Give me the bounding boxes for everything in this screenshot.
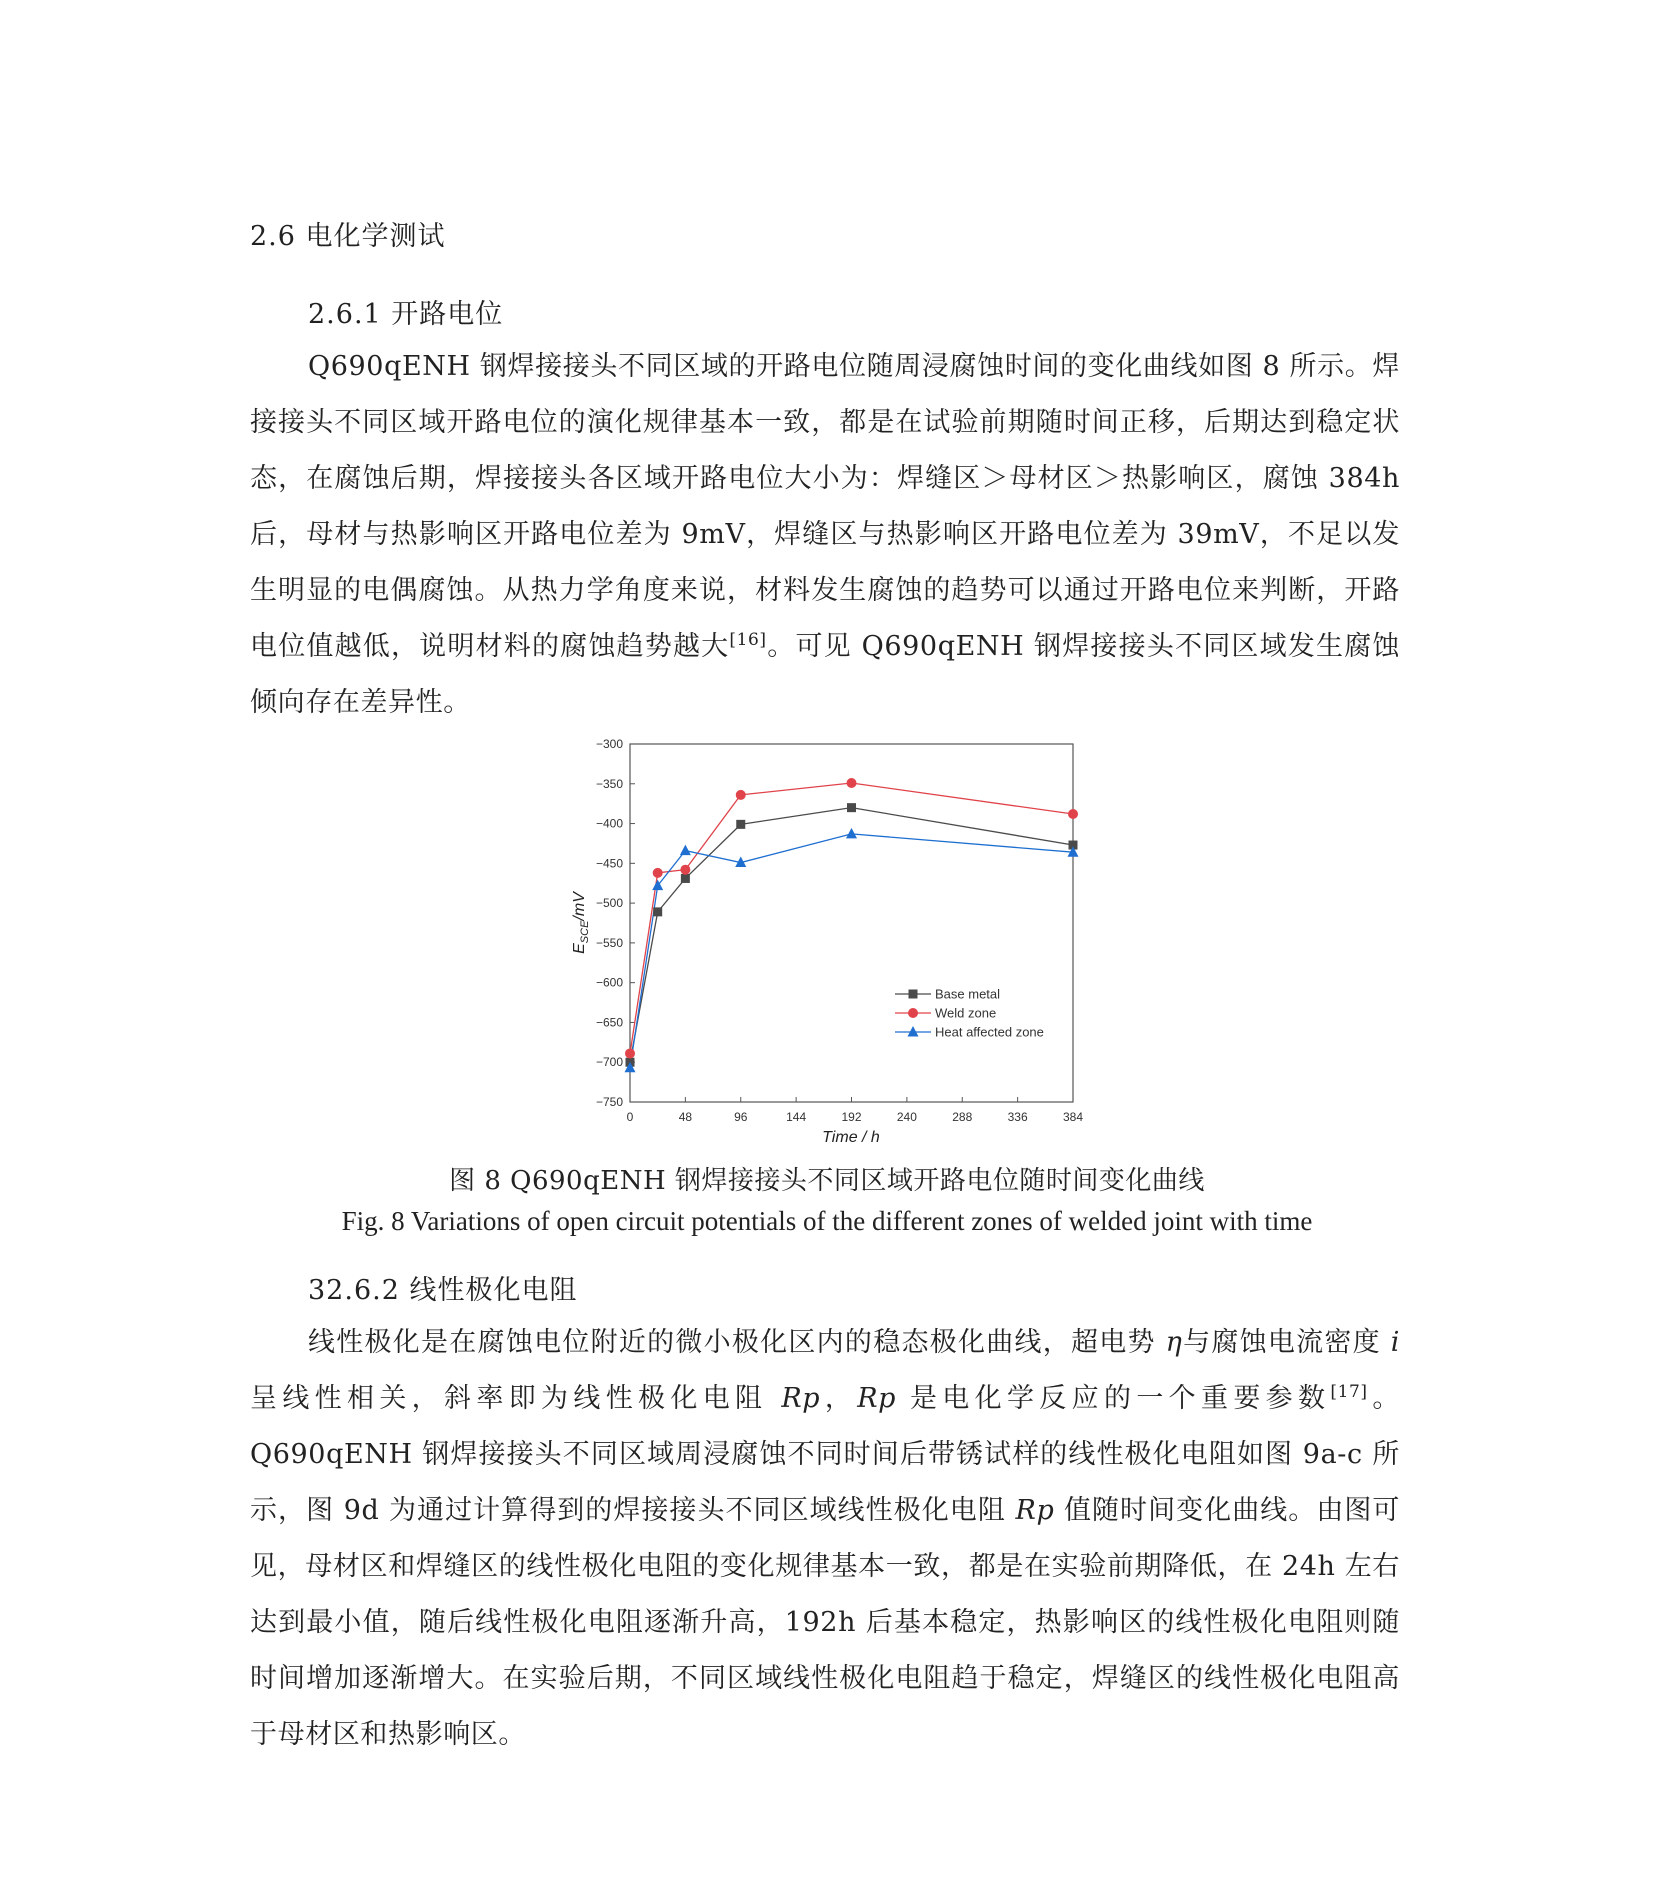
paragraph-text: 值随时间变化曲线。由图可见，母材区和焊缝区的线性极化电阻的变化规律基本一致，都是在实验前期降低，在 24h 左右达到最小值，随后线性极化电阻逐渐升高，192h 后基本稳定，热影响区的线性极化电阻则随时间增加逐渐增大。在实验后期，不同区域线性极化电阻趋于稳定，焊缝区的线性极化电阻高于母材区和热影响区。 (250, 1495, 1400, 1750)
y-tick-label: −450 (595, 856, 623, 871)
paragraph-text: Q690qENH 钢焊接接头不同区域的开路电位随周浸腐蚀时间的变化曲线如图 8 所示。焊接接头不同区域开路电位的演化规律基本一致，都是在试验前期随时间正移，后期达到稳定状态，在腐蚀后期，焊接接头各区域开路电位大小为：焊缝区＞母材区＞热影响区，腐蚀 384h 后，母材与热影响区开路电位差为 9mV，焊缝区与热影响区开路电位差为 39mV，不足以发生明显的电偶腐蚀。从热力学角度来说，材料发生腐蚀的趋势可以通过开路电位来判断，开路电位值越低，说明材料的腐蚀趋势越大 (250, 351, 1400, 662)
data-point-weld-zone (653, 868, 663, 878)
y-axis-label-main: E (571, 943, 588, 954)
paragraph-linear-polarization (250, 1315, 1400, 1763)
x-tick-label: 384 (1062, 1110, 1084, 1124)
subsection-heading-linear-polarization: 32.6.2 线性极化电阻 (308, 1275, 578, 1306)
data-point-heat-affected-zone (680, 845, 691, 856)
paragraph-text: 呈线性相关，斜率即为线性极化电阻 (250, 1383, 782, 1414)
legend-label: Heat affected zone (935, 1024, 1044, 1040)
data-point-weld-zone (625, 1048, 635, 1058)
ocp-line-chart (560, 728, 1090, 1154)
y-tick-label: −750 (595, 1095, 623, 1109)
y-tick-label: −400 (595, 816, 623, 831)
paragraph-text: 。可见 Q690qENH 钢焊接接头不同区域发生腐蚀倾向存在差异性。 (250, 631, 1400, 718)
data-point-weld-zone (847, 778, 857, 788)
y-tick-label: −500 (595, 896, 623, 911)
symbol-rp: Rp (857, 1383, 897, 1414)
legend-marker (909, 990, 918, 999)
symbol-eta: η (1165, 1327, 1183, 1358)
data-point-base-metal (847, 803, 856, 812)
paragraph-text: 是电化学反应的一个重要参数 (896, 1383, 1331, 1414)
x-tick-label: 48 (678, 1110, 693, 1124)
y-axis-label-unit: /mV (571, 892, 588, 921)
y-tick-label: −700 (595, 1055, 623, 1070)
paragraph-text: 与腐蚀电流密度 (1182, 1327, 1391, 1358)
legend-marker (908, 1026, 919, 1037)
citation-ref[interactable]: [17] (1330, 1382, 1368, 1402)
x-tick-label: 0 (626, 1110, 634, 1124)
x-tick-label: 288 (952, 1110, 973, 1124)
data-point-base-metal (653, 907, 662, 916)
paragraph-open-circuit-potential (250, 339, 1400, 731)
data-point-weld-zone (1068, 809, 1078, 819)
data-point-weld-zone (680, 865, 690, 875)
y-tick-label: −650 (595, 1015, 623, 1030)
plot-frame (630, 744, 1073, 1102)
x-axis-label: Time / h (822, 1129, 880, 1146)
x-tick-label: 144 (786, 1110, 807, 1124)
legend-label: Base metal (935, 986, 1001, 1002)
y-axis-label (571, 891, 591, 954)
figure-8-chart (560, 728, 1090, 1154)
y-tick-label: −600 (595, 975, 623, 990)
y-axis-label-sub: SCE (579, 920, 591, 944)
data-point-weld-zone (736, 790, 746, 800)
data-point-base-metal (681, 874, 690, 883)
figure-caption-en: Fig. 8 Variations of open circuit potentials of the different zones of welded joint with time (341, 1206, 1313, 1236)
paragraph-text: 。Q690qENH 钢焊接接头不同区域周浸腐蚀不同时间后带锈试样的线性极化电阻如图 9a-c 所示，图 9d 为通过计算得到的焊接接头不同区域线性极化电阻 (250, 1383, 1400, 1526)
legend-marker (908, 1008, 918, 1018)
paragraph-text: 线性极化是在腐蚀电位附近的微小极化区内的稳态极化曲线，超电势 (308, 1327, 1166, 1358)
x-tick-label: 240 (896, 1110, 917, 1124)
x-tick-label: 96 (734, 1110, 748, 1124)
symbol-rp: Rp (781, 1383, 821, 1414)
series-line-weld-zone (630, 783, 1073, 1053)
symbol-rp: Rp (1015, 1495, 1055, 1526)
legend-label: Weld zone (935, 1005, 997, 1021)
y-tick-label: −350 (595, 776, 623, 791)
subsection-heading-open-circuit: 2.6.1 开路电位 (308, 299, 504, 330)
y-tick-label: −300 (595, 737, 623, 751)
section-heading: 2.6 电化学测试 (250, 221, 446, 252)
paragraph-text: ， (820, 1383, 858, 1414)
citation-ref[interactable]: [16] (729, 630, 767, 650)
y-tick-label: −550 (595, 935, 623, 950)
x-tick-label: 192 (841, 1110, 862, 1124)
x-tick-label: 336 (1007, 1110, 1028, 1124)
figure-caption-cn: 图 8 Q690qENH 钢焊接接头不同区域开路电位随时间变化曲线 (449, 1166, 1205, 1196)
data-point-heat-affected-zone (846, 828, 857, 839)
symbol-i: i (1390, 1327, 1400, 1358)
data-point-base-metal (736, 820, 745, 829)
